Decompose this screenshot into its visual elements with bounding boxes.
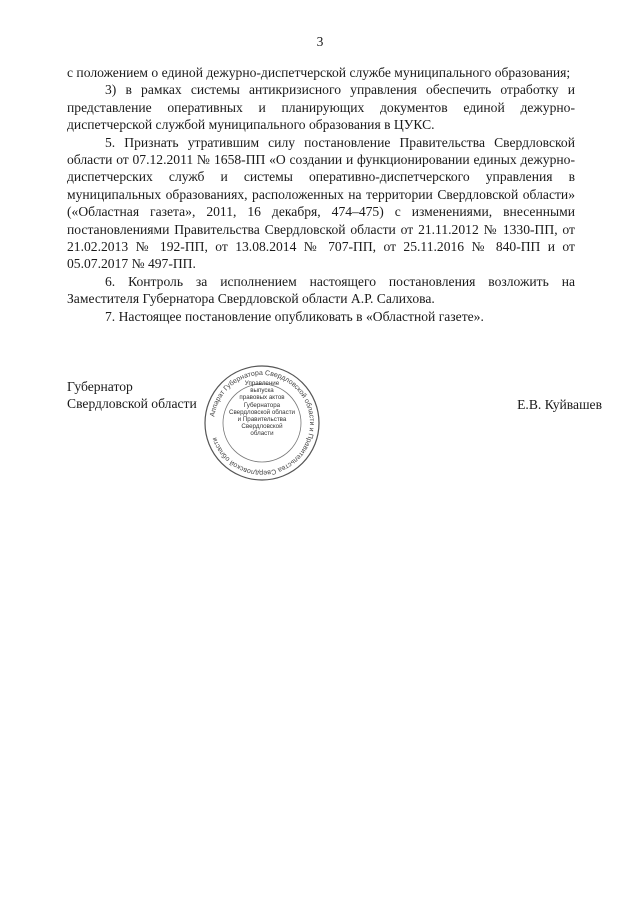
- paragraph-item-7: 7. Настоящее постановление опубликовать в «Областной газете».: [105, 308, 484, 324]
- seal-inner-line: Губернатора: [243, 401, 281, 409]
- seal-inner-line: выпуска: [250, 387, 274, 395]
- signatory-position-line1: Губернатор: [67, 379, 133, 394]
- document-body: [67, 64, 575, 325]
- signatory-name: Е.В. Куйвашев: [517, 397, 602, 412]
- seal-inner-line: Свердловской: [241, 423, 283, 431]
- page-number: 3: [316, 34, 324, 49]
- seal-inner-line: Свердловской области: [228, 408, 295, 416]
- seal-inner-line: Управление: [244, 380, 280, 387]
- paragraph-item-5: 5. Признать утратившим силу постановление Правительства Свердловской области от 07.12.2011 № 1658-ПП «О создании и функционировании единых дежурно-диспетчерских служб и системы оперативно-диспетчерского управления в муниципальных образованиях, расположенных на территории Свердловской области» («Областная газета», 2011, 16 декабря, 474–475) с изменениями, внесенными постановлениями Правительства Свердловской области от 21.11.2012 № 1330-ПП, от 21.02.2013 № 192-ПП, от 13.08.2014 № 707-ПП, от 25.11.2016 № 840-ПП и от 05.07.2017 № 497-ПП.: [67, 134, 575, 272]
- seal-inner-line: правовых актов: [239, 394, 285, 402]
- seal-outer-text: Аппарат Губернатора Свердловской области и Правительства Свердловской области: [209, 369, 316, 477]
- paragraph-item-6: 6. Контроль за исполнением настоящего постановления возложить на Заместителя Губернатора Свердловской области А.Р. Салихова.: [67, 273, 575, 307]
- signatory-position: [67, 378, 197, 413]
- paragraph-item-3: 3) в рамках системы антикризисного управления обеспечить отработку и представление оперативных и планирующих документов единой дежурно-диспетчерской службой муниципального образования в ЦУКС.: [67, 82, 575, 133]
- seal-inner-line: и Правительства: [237, 416, 287, 424]
- seal-inner-text: [227, 380, 297, 438]
- paragraph-continuation: с положением о единой дежурно-диспетчерской службе муниципального образования;: [67, 65, 571, 80]
- signatory-position-line2: Свердловской области: [67, 396, 197, 412]
- seal-inner-line: области: [250, 430, 274, 438]
- official-seal-stamp: [203, 364, 321, 482]
